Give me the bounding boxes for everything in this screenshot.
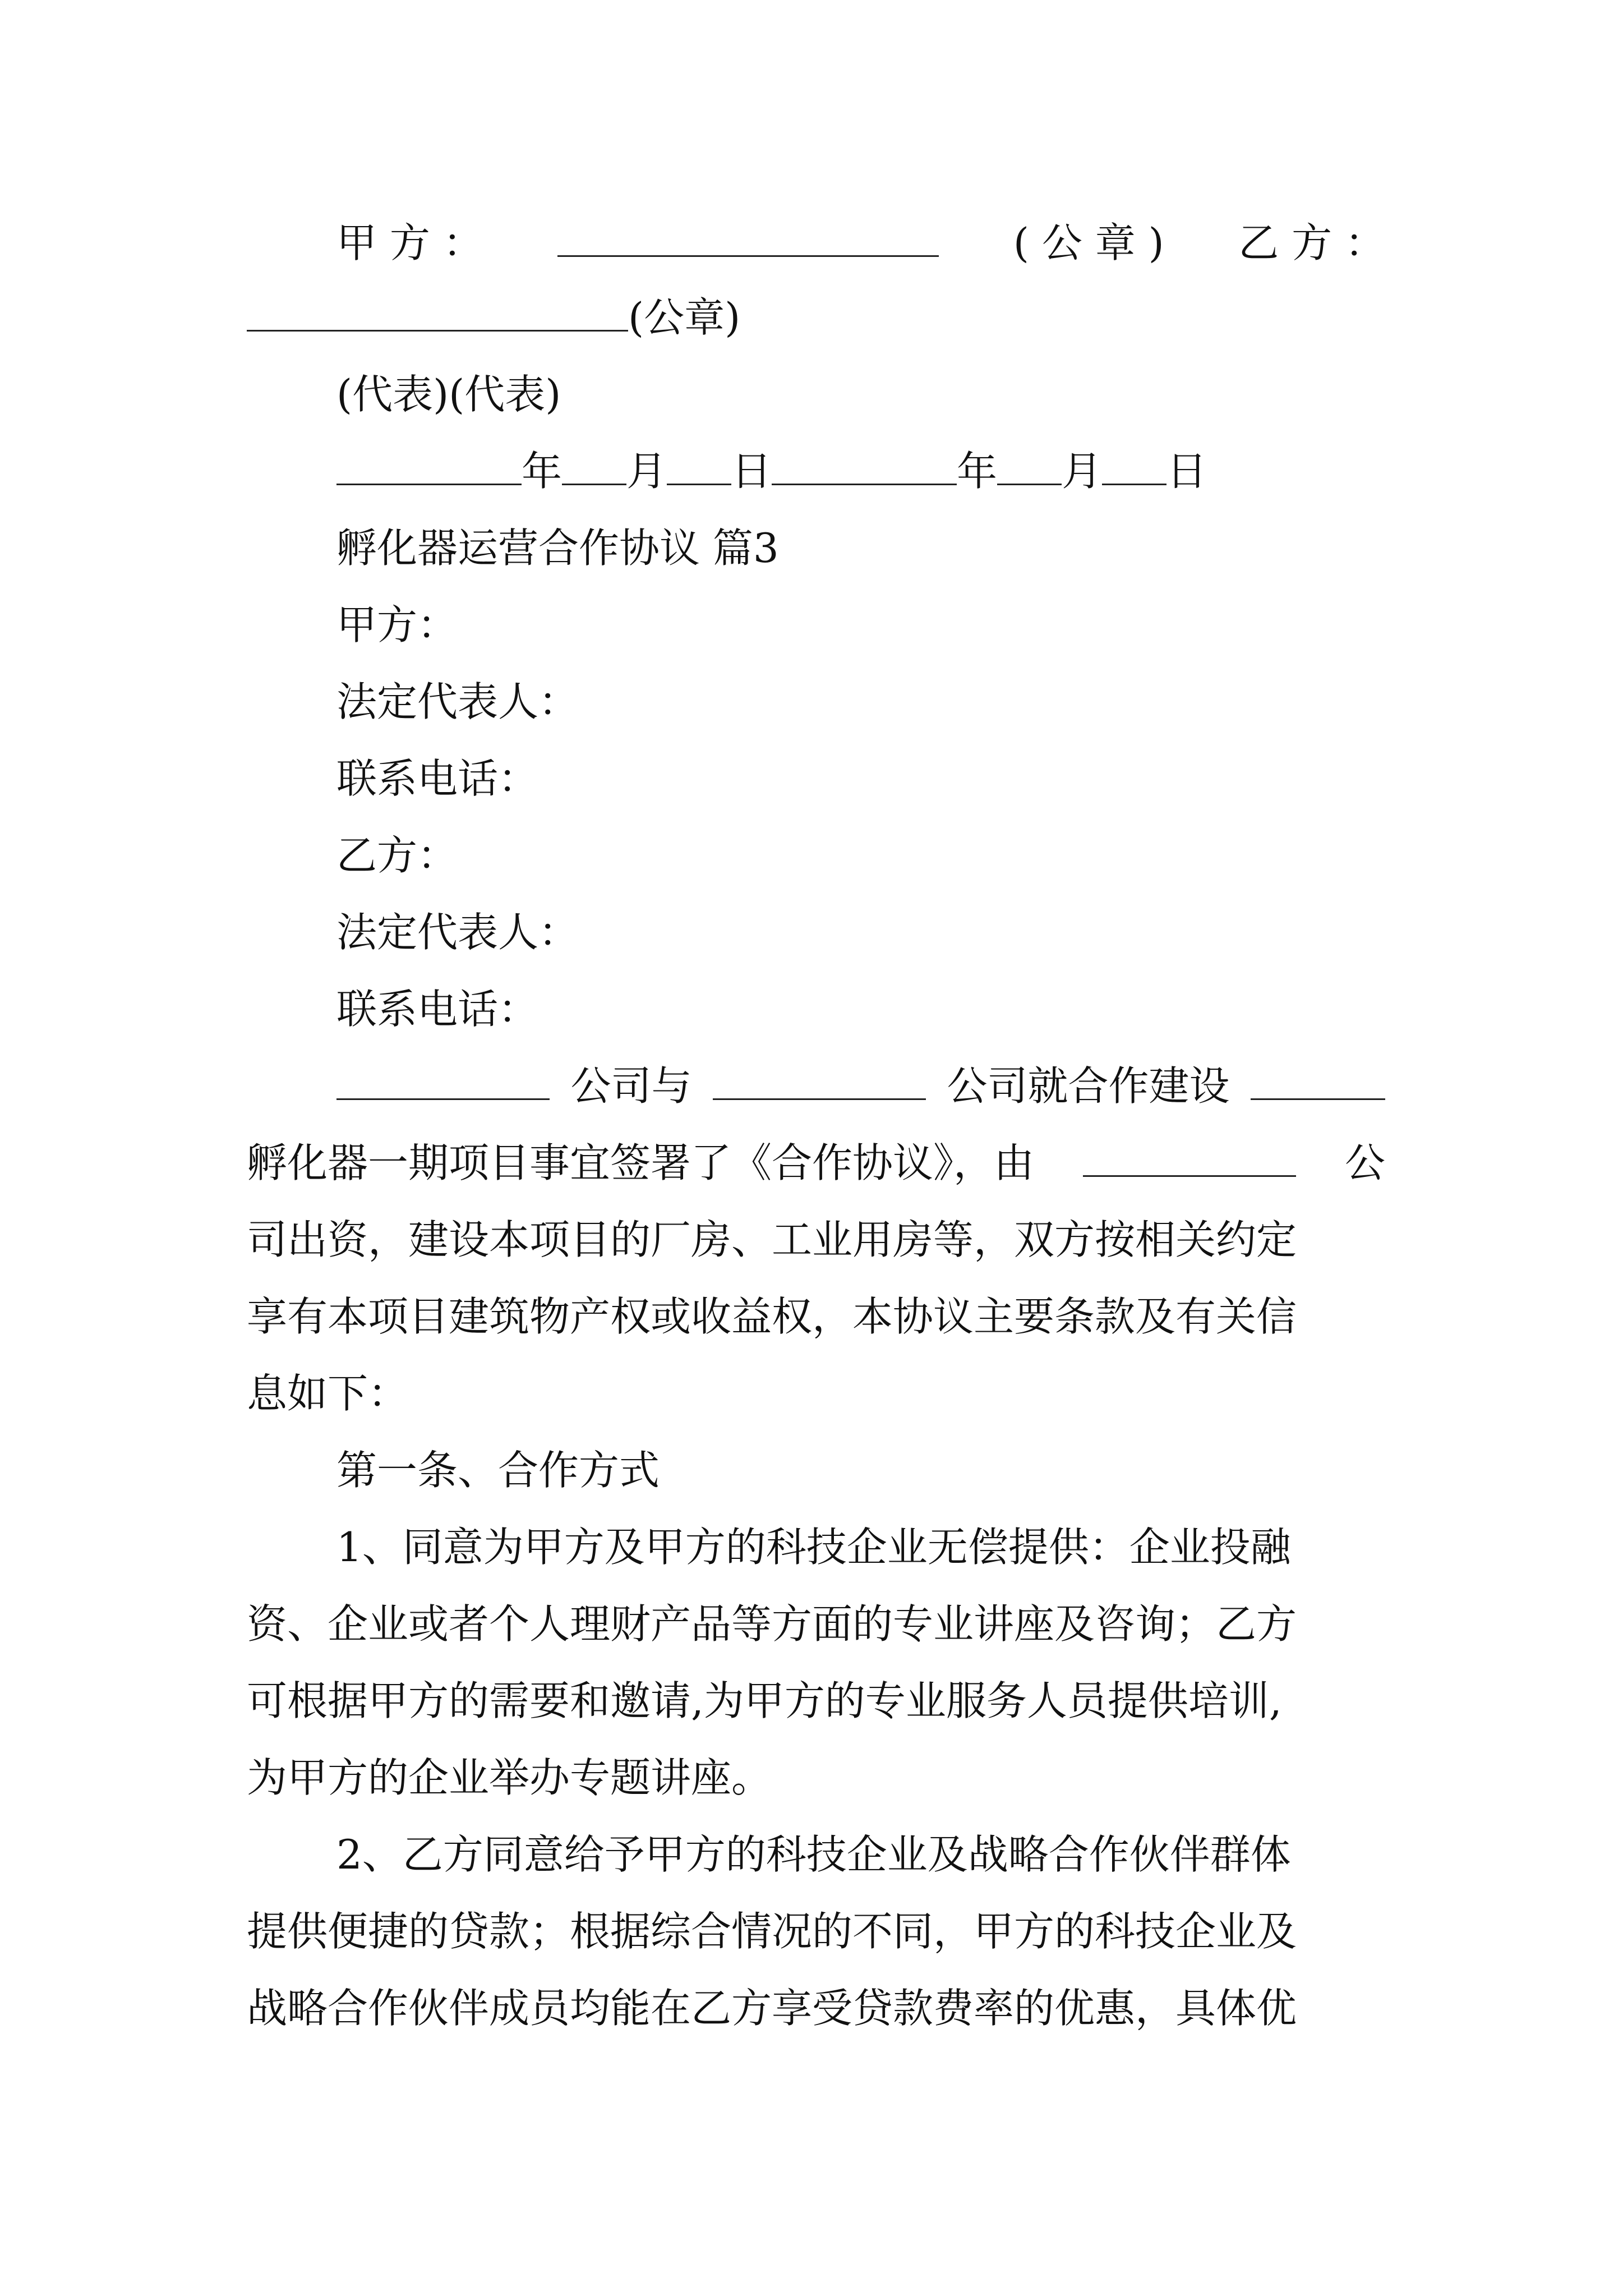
party-b-line: 乙方： [336, 832, 458, 879]
party-a-seal: ( 公 章 ) [1013, 219, 1164, 266]
party-b-seal: (公章) [628, 294, 741, 341]
clause-2-line-2: 提供便捷的贷款；根据综合情况的不同，甲方的科技企业及 [247, 1908, 1297, 1955]
signature-line-seal-b [247, 291, 1385, 344]
intro-line-2-text: 孵化器一期项目事宜签署了《合作协议》，由 [247, 1139, 1035, 1186]
day-blank [667, 449, 731, 485]
party-a-label: 甲 方 ： [336, 219, 483, 266]
day-label: 日 [731, 448, 772, 495]
clause-1-line-4: 为甲方的企业举办专题讲座。 [247, 1754, 772, 1801]
intro-line-2 [247, 1136, 1385, 1190]
intro-line-3: 司出资，建设本项目的厂房、工业用房等，双方按相关约定 [247, 1216, 1297, 1263]
party-a-blank [557, 220, 939, 257]
section-title: 孵化器运营合作协议 篇3 [336, 524, 779, 572]
party-a-representative-line: 法定代表人： [336, 678, 579, 725]
clause-1-line-2: 资、企业或者个人理财产品等方面的专业讲座及咨询；乙方 [247, 1600, 1297, 1648]
intro-company-with: 公司与 [570, 1062, 692, 1110]
clause-2-line-1: 2、乙方同意给予甲方的科技企业及战略合作伙伴群体 [336, 1831, 1291, 1878]
party-b-representative-line: 法定代表人： [336, 909, 579, 956]
funder-blank [1083, 1140, 1296, 1177]
party-b-phone-line: 联系电话： [336, 986, 539, 1033]
month-label: 月 [626, 448, 667, 495]
day-blank-2 [1102, 449, 1166, 485]
article-1-heading: 第一条、合作方式 [336, 1447, 660, 1494]
intro-line-1 [336, 1059, 1385, 1113]
intro-company-coop: 公司就合作建设 [947, 1062, 1230, 1110]
party-b-label: 乙 方 ： [1238, 219, 1385, 266]
signature-line-parties [336, 216, 1385, 270]
month-blank [562, 449, 626, 485]
representatives-line: (代表)(代表) [336, 371, 561, 418]
party-b-blank [247, 295, 628, 332]
year-label: 年 [522, 448, 562, 495]
party-a-phone-line: 联系电话： [336, 755, 539, 802]
year-blank [336, 449, 522, 485]
clause-1-line-1: 1、同意为甲方及甲方的科技企业无偿提供：企业投融 [336, 1524, 1291, 1571]
intro-line-4: 享有本项目建筑物产权或收益权，本协议主要条款及有关信 [247, 1293, 1297, 1340]
clause-1-line-3: 可根据甲方的需要和邀请,为甲方的专业服务人员提供培训, [247, 1677, 1282, 1724]
intro-line-2-end: 公 [1344, 1139, 1385, 1186]
month-blank-2 [997, 449, 1062, 485]
intro-line-5: 息如下： [247, 1370, 409, 1417]
year-label-2: 年 [957, 448, 998, 495]
day-label-2: 日 [1166, 448, 1207, 495]
signature-date-line [336, 444, 1385, 498]
company-blank-2 [713, 1064, 926, 1100]
company-blank-1 [336, 1064, 550, 1100]
clause-2-line-3: 战略合作伙伴成员均能在乙方享受贷款费率的优惠，具体优 [247, 1985, 1297, 2032]
party-a-line: 甲方： [336, 601, 458, 648]
year-blank-2 [772, 449, 957, 485]
project-blank [1251, 1064, 1385, 1100]
month-label-2: 月 [1062, 448, 1103, 495]
